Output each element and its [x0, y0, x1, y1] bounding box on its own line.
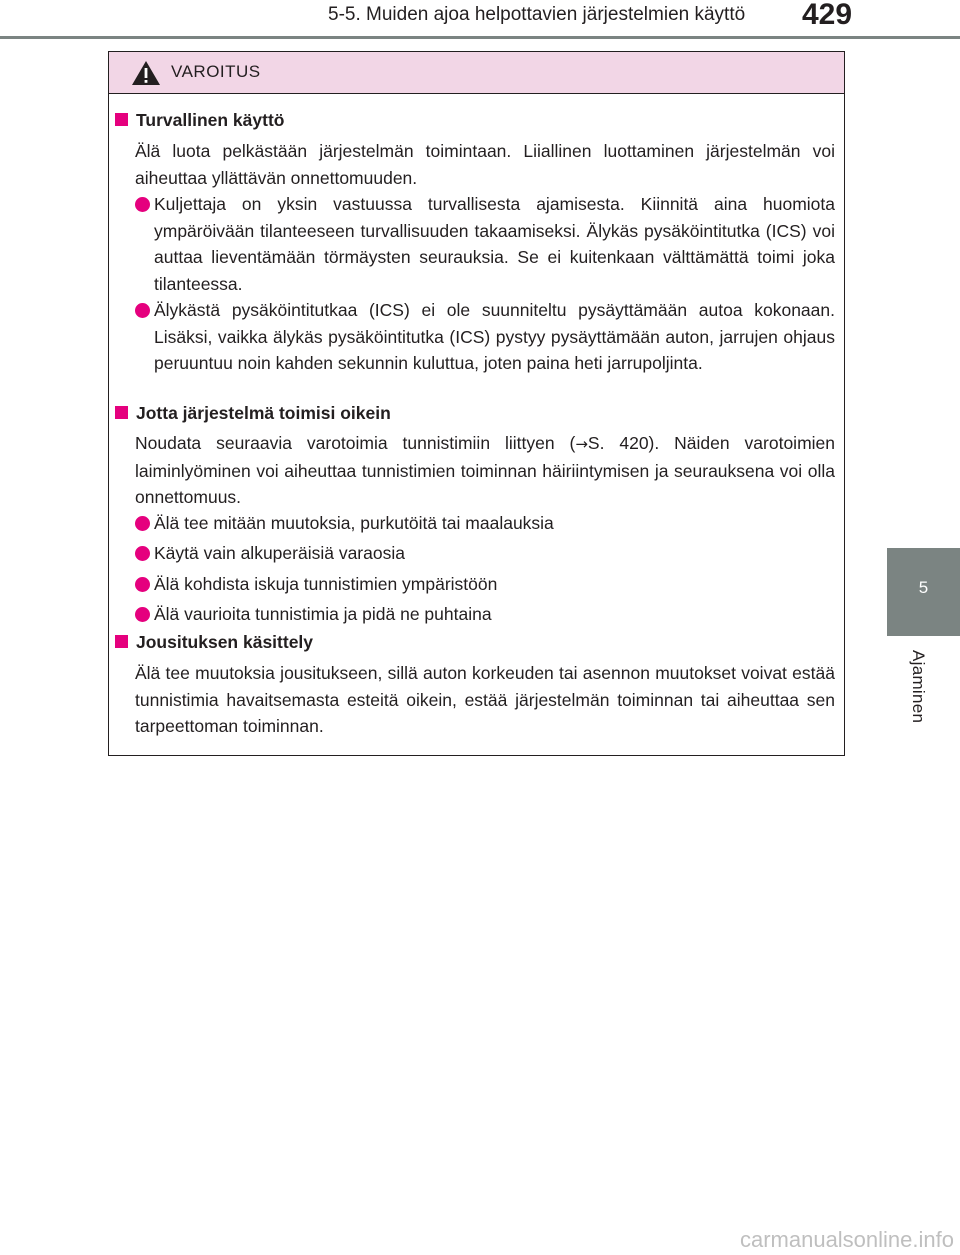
list-item: Kuljettaja on yksin vastuussa turvallisesta ajamisesta. Kiinnitä aina huomiota ympäröivään tilanteeseen turvallisuuden takaamiseksi. Älykäs pysäköintitutka (ICS) voi auttaa lieventämään törmäysten seurauksia. Se ei kuitenkaan välttämättä toimi joka tilanteessa. [135, 191, 835, 297]
warning-box [108, 51, 845, 756]
list-item: Älä vaurioita tunnistimia ja pidä ne puhtaina [135, 601, 835, 628]
arrow-right-icon: → [575, 435, 588, 453]
chapter-number: 5 [918, 578, 929, 597]
warning-title: VAROITUS [171, 62, 261, 81]
circle-bullet-icon [135, 546, 150, 561]
section-text-correct-operation: Noudata seuraavia varotoimia tunnistimiin liittyen (→S. 420). Näiden varotoimien laiminlyöminen voi aiheuttaa tunnistimien toiminnan häiriintymisen ja seurauksena voi olla onnettomuus. [135, 433, 835, 507]
section-text-suspension: Älä tee muutoksia jousitukseen, sillä auton korkeuden tai asennon muutokset voivat estää tunnistimia havaitsemasta esteitä oikein, estää järjestelmän toiminnan tai aiheuttaa sen tarpeettoman toiminnan. [135, 663, 835, 736]
circle-bullet-icon [135, 197, 150, 212]
page-number: 429 [802, 0, 853, 31]
circle-bullet-icon [135, 577, 150, 592]
square-bullet-icon [115, 406, 128, 419]
section-text-safe-use: Älä luota pelkästään järjestelmän toimintaan. Liiallinen luottaminen järjestelmän voi aiheuttaa yllättävän onnettomuuden. [135, 141, 835, 188]
warning-header [109, 52, 844, 94]
header-title: 5-5. Muiden ajoa helpottavien järjestelmien käyttö [328, 4, 746, 25]
square-bullet-icon [115, 635, 128, 648]
header-divider [0, 36, 960, 39]
square-bullet-icon [115, 113, 128, 126]
warning-triangle-icon [131, 60, 161, 86]
circle-bullet-icon [135, 516, 150, 531]
list-item: Älä tee mitään muutoksia, purkutöitä tai maalauksia [135, 510, 835, 537]
section-heading-correct-operation: Jotta järjestelmä toimisi oikein [115, 403, 391, 424]
circle-bullet-icon [135, 607, 150, 622]
chapter-tab [887, 548, 960, 636]
watermark: carmanualsonline.info [739, 1227, 954, 1252]
list-item: Käytä vain alkuperäisiä varaosia [135, 540, 835, 567]
section-heading-suspension: Jousituksen käsittely [115, 632, 313, 653]
list-item: Älä kohdista iskuja tunnistimien ympäristöön [135, 571, 835, 598]
list-item: Älykästä pysäköintitutkaa (ICS) ei ole suunniteltu pysäyttämään autoa kokonaan. Lisäksi, vaikka älykäs pysäköintitutka (ICS) pystyy pysäyttämään auton, jarrujen ohjaus peruuntuu noin kahden sekunnin kuluttua, joten paina heti jarrupoljinta. [135, 297, 835, 377]
circle-bullet-icon [135, 303, 150, 318]
section-heading-safe-use: Turvallinen käyttö [115, 110, 284, 131]
chapter-label: Ajaminen [909, 650, 928, 724]
